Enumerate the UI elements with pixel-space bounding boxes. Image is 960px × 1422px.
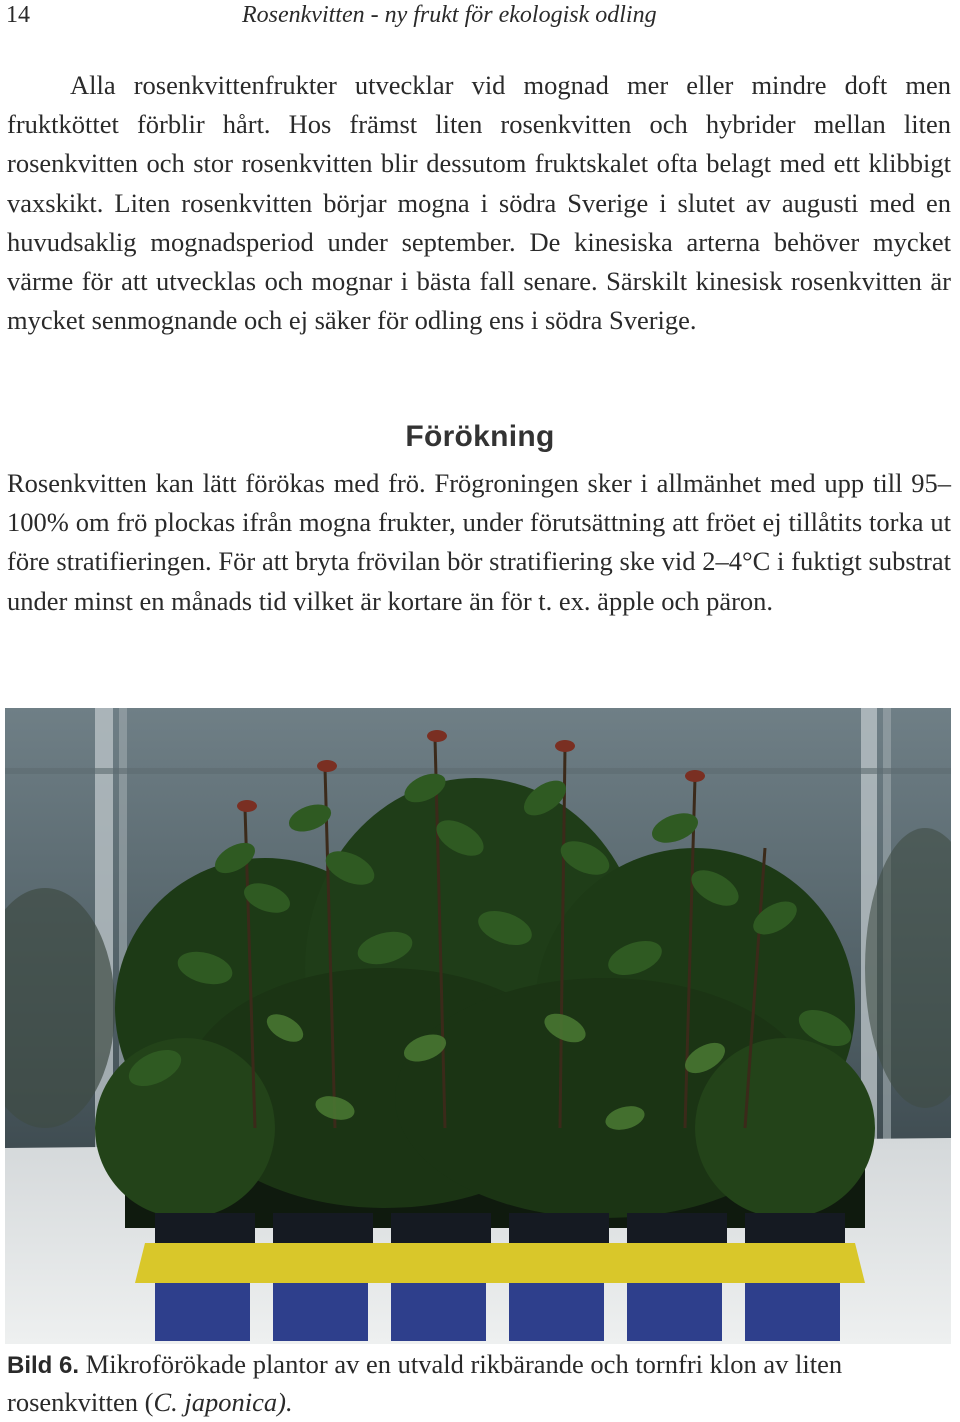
yellow-tray <box>135 1243 865 1283</box>
page-number: 14 <box>6 2 30 28</box>
figure-caption <box>7 1346 951 1421</box>
section-heading: Förökning <box>405 420 555 453</box>
plants-illustration <box>5 708 951 1344</box>
body-paragraph-1: Alla rosenkvittenfrukter utvecklar vid mognad mer eller mindre doft men fruktköttet förblir hårt. Hos främst liten rosenkvitten och hybrider mellan liten rosenkvitten och stor rosenkvitten blir dessutom fruktskalet ofta belagt med ett klibbigt vaxskikt. Liten rosenkvitten börjar mogna i södra Sverige i slutet av augusti med en huvudsaklig mognadsperiod under september. De kinesiska arterna behöver mycket värme för att utvecklas och mognar i bästa fall senare. Särskilt kinesisk rosenkvitten är mycket senmognande och ej säker för odling ens i södra Sverige. <box>7 70 951 336</box>
body-paragraph-2: Rosenkvitten kan lätt förökas med frö. Frögroningen sker i allmänhet med upp till 95–100% om frö plockas ifrån mogna frukter, under förutsättning att fröet ej tillåtits torka ut före stratifieringen. För att bryta frövilan bör stratifiering ske vid 2–4°C i fuktigt substrat under minst en månads tid vilket är kortare än för t. ex. äpple och päron. <box>7 468 951 616</box>
figure-label: Bild 6. <box>7 1352 80 1379</box>
figure-photo-plants <box>5 708 951 1344</box>
caption-species: C. japonica). <box>153 1387 293 1417</box>
running-title: Rosenkvitten - ny frukt för ekologisk odling <box>242 2 657 28</box>
caption-text: Mikroförökade plantor av en utvald rikbärande och tornfri klon av liten rosenkvitten ( <box>7 1349 843 1417</box>
